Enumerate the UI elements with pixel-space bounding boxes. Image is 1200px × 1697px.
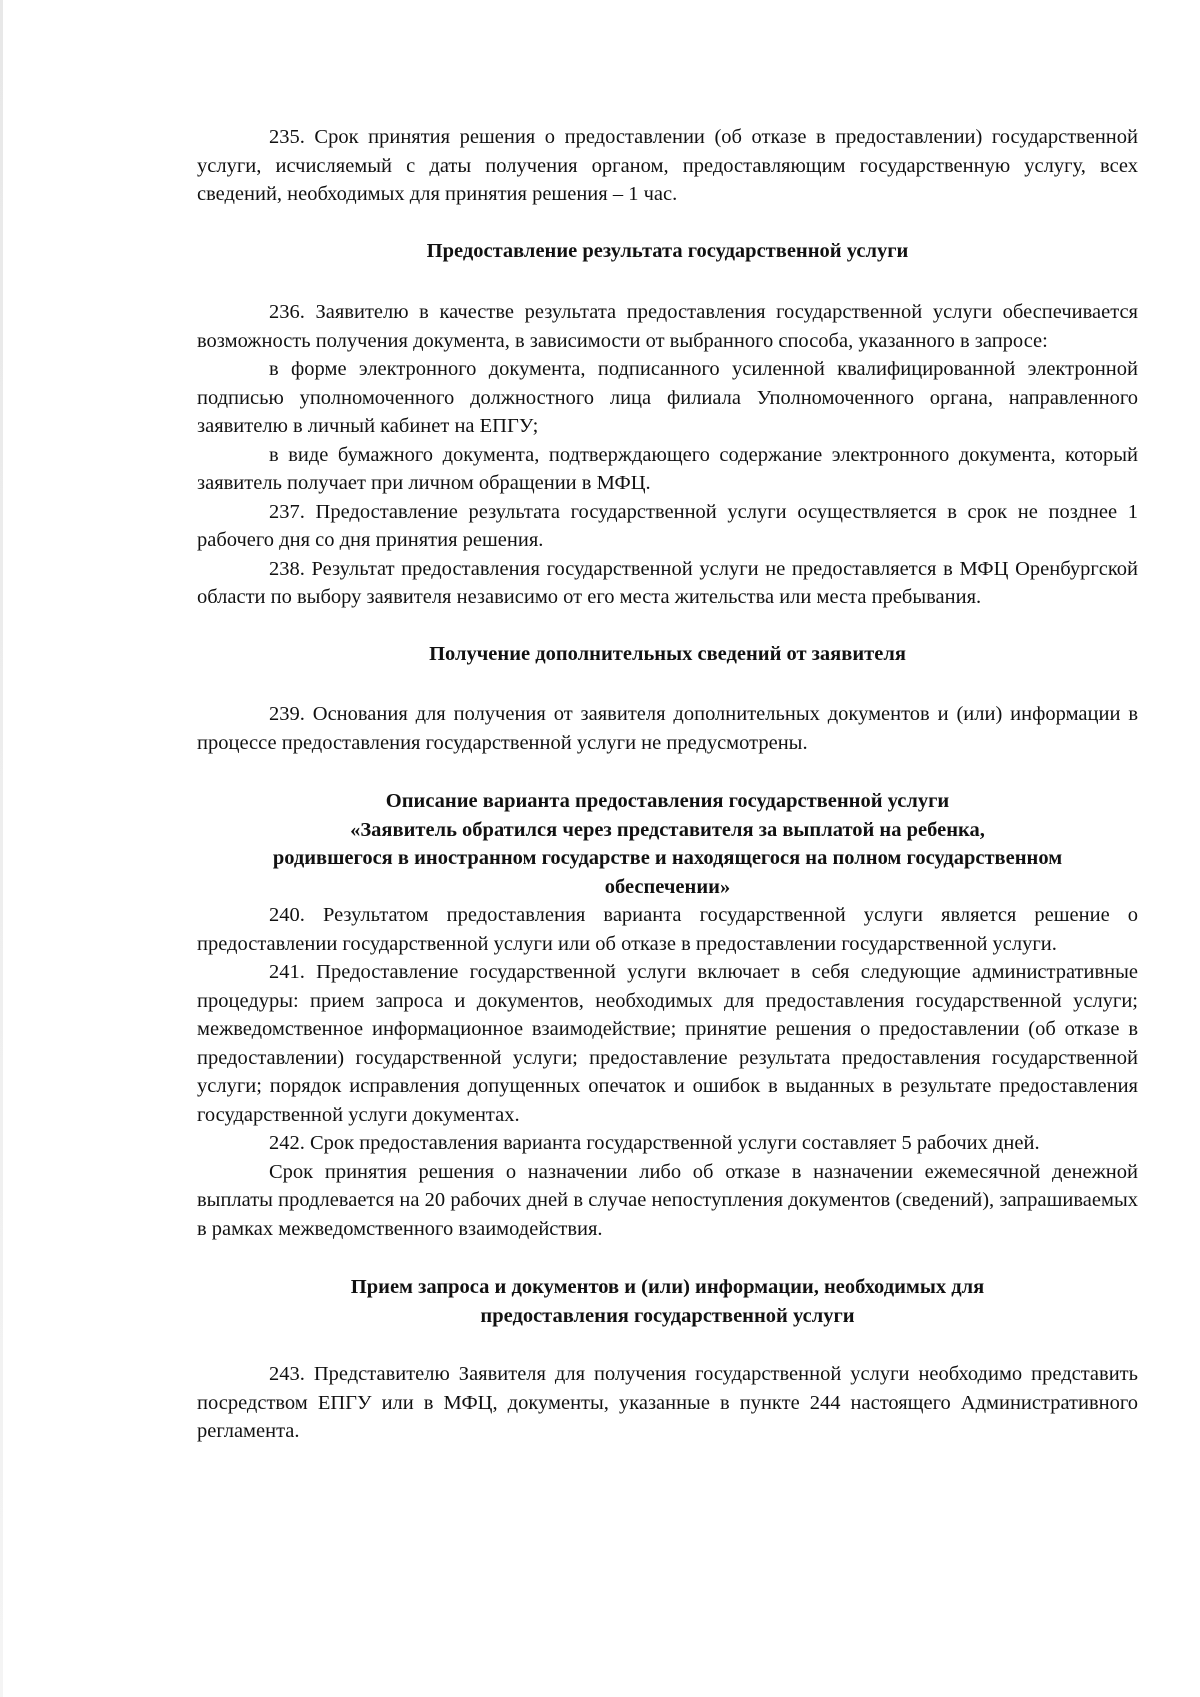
paragraph-236-paper: в виде бумажного документа, подтверждающего содержание электронного документа, который заявитель получает при личном обращении в МФЦ. [197, 443, 1138, 494]
heading-reception [197, 1273, 1138, 1330]
heading-additional-info: Получение дополнительных сведений от заявителя [429, 642, 906, 665]
heading-reception-line-1: Прием запроса и документов и (или) информации, необходимых для [350, 1276, 985, 1298]
heading-variant [197, 787, 1138, 901]
heading-variant-line-4: обеспечении» [604, 875, 731, 898]
paragraph-242-extension: Срок принятия решения о назначении либо об отказе в назначении ежемесячной денежной выплаты продлевается на 20 рабочих дней в случае непоступления документов (сведений), запрашиваемых в рамках межведомственного взаимодействия. [197, 1160, 1138, 1240]
scan-edge [0, 0, 3, 1697]
paragraph-236-electronic: в форме электронного документа, подписанного усиленной квалифицированной электронной подписью уполномоченного должностного лица филиала Уполномоченного органа, направленного заявителю в личный кабинет на ЕПГУ; [197, 358, 1138, 437]
heading-result: Предоставление результата государственной услуги [426, 239, 909, 262]
paragraph-235: 235. Срок принятия решения о предоставлении (об отказе в предоставлении) государственной услуги, исчисляемый с даты получения органом, предоставляющим государственную услугу, всех сведений, необходимых для принятия решения – 1 час. [197, 126, 1138, 205]
paragraph-241: 241. Предоставление государственной услуги включает в себя следующие административные процедуры: прием запроса и документов, необходимых для предоставления государственной услуги; межведомственное информационное взаимодействие; принятие решения о предоставлении (об отказе в предоставлении) государственной услуги; предоставление результата предоставления государственной услуги; порядок исправления допущенных опечаток и ошибок в выданных в результате предоставления государственной услуги документах. [197, 961, 1138, 1126]
paragraph-242: 242. Срок предоставления варианта государственной услуги составляет 5 рабочих дней. [269, 1132, 1040, 1154]
document-body [197, 123, 1138, 1446]
heading-variant-line-2: «Заявитель обратился через представителя за выплатой на ребенка, [350, 818, 985, 841]
paragraph-243: 243. Представителю Заявителя для получения государственной услуги необходимо представить посредством ЕПГУ или в МФЦ, документы, указанные в пункте 244 настоящего Административного регламента. [197, 1363, 1138, 1442]
paragraph-238: 238. Результат предоставления государственной услуги не предоставляется в МФЦ Оренбургской области по выбору заявителя независимо от его места жительства или места пребывания. [197, 557, 1138, 608]
paragraph-239: 239. Основания для получения от заявителя дополнительных документов и (или) информации в процессе предоставления государственной услуги не предусмотрены. [197, 703, 1138, 754]
heading-variant-line-1: Описание варианта предоставления государственной услуги [385, 790, 950, 812]
paragraph-236: 236. Заявителю в качестве результата предоставления государственной услуги обеспечивается возможность получения документа, в зависимости от выбранного способа, указанного в запросе: [197, 301, 1138, 352]
paragraph-240: 240. Результатом предоставления варианта государственной услуги является решение о предоставлении государственной услуги или об отказе в предоставлении государственной услуги. [197, 904, 1138, 955]
heading-variant-line-3: родившегося в иностранном государстве и находящегося на полном государственном [272, 847, 1063, 869]
paragraph-237: 237. Предоставление результата государственной услуги осуществляется в срок не позднее 1 рабочего дня со дня принятия решения. [197, 500, 1138, 551]
heading-reception-line-2: предоставления государственной услуги [480, 1304, 855, 1327]
